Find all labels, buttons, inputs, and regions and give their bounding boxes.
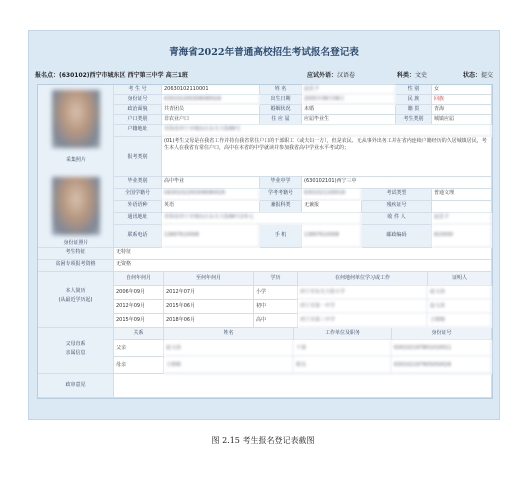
gender-value: 女 — [432, 85, 492, 95]
signup-site — [35, 70, 188, 79]
resume-cell: 2012年07月 — [164, 286, 254, 300]
exam-no-label: 考 生 号 — [114, 85, 162, 95]
both-subject-value: 无兼报 — [302, 201, 362, 213]
hukou-type-label: 户口类别 — [114, 115, 162, 125]
marriage-label: 婚姻状况 — [260, 105, 302, 115]
residence-label: 住 应 届 — [260, 115, 302, 125]
resume-cell: 2015年09月 — [114, 314, 164, 328]
resume-cell: 王晓梅 — [428, 314, 492, 328]
family-label: 父母直系 亲属信息 — [38, 328, 114, 374]
ethnic-value: 回族 — [432, 95, 492, 105]
exam-status-no-value: 6301021100016 — [302, 189, 362, 201]
resume-cell: 2012年09月 — [114, 300, 164, 314]
gender-label: 性 别 — [396, 85, 432, 95]
resume-header-cell: 学历 — [254, 272, 298, 286]
mail-address-value: 青海省西宁市城东区东关大街88号2单元 — [162, 213, 362, 225]
resume-header-cell: 自何年何月 — [114, 272, 164, 286]
resume-cell: 2015年06月 — [164, 300, 254, 314]
resume-header-cell: 至何年何月 — [164, 272, 254, 286]
mobile-label: 手 机 — [260, 225, 302, 248]
poverty-value: 无资格 — [114, 260, 492, 272]
recipient-label: 收 件 人 — [362, 213, 432, 225]
id-no-value: 630102200308080026 — [162, 95, 260, 105]
family-cell: 630102197905050026 — [392, 357, 492, 374]
politics-review-value — [114, 374, 492, 398]
marriage-value: 未婚 — [302, 105, 396, 115]
family-header-cell: 工作单位及职务 — [294, 328, 392, 340]
phone-value: 13897610008 — [162, 225, 260, 248]
capture-photo-caption: 采集照片 — [65, 157, 86, 163]
id-card-photo-caption: 身份证照片 — [63, 240, 89, 246]
family-cell: 职员 — [294, 357, 392, 374]
capture-photo — [52, 90, 100, 148]
hukou-address-label: 户籍地址 — [114, 125, 162, 137]
signup-category-value: (01)考生父母是在我省工作并持有我省常住户口的干部职工（或夫妇一方），但是农民、无从事外出务工并在省内连续户籍经历的久居城镇居民，考生本人在我省有常住户口，高中在本省的中学就读并参加我省高中学业水平考试的； — [162, 137, 492, 177]
id-card-photo — [52, 177, 100, 235]
resume-cell: 高中 — [254, 314, 298, 328]
exam-language — [307, 70, 355, 79]
family-cell: 赵文涛 — [164, 340, 294, 357]
registration-panel — [28, 30, 500, 420]
residence-value: 应届毕业生 — [302, 115, 396, 125]
family-header-cell: 关系 — [114, 328, 164, 340]
politics-review-label: 政审意见 — [38, 374, 114, 398]
phone-label: 联系电话 — [114, 225, 162, 248]
candidate-type-value: 城镇应届 — [432, 115, 492, 125]
native-place-label: 籍 贯 — [396, 105, 432, 115]
foreign-language-value: 英语 — [162, 201, 260, 213]
exam-status-no-label: 学考考籍号 — [260, 189, 302, 201]
resume-cell: 西宁市第三中学 — [298, 314, 428, 328]
figure-caption: 图 2.15 考生报名登记表截图 — [211, 436, 315, 445]
ethnic-label: 民 族 — [396, 95, 432, 105]
political-value: 共青团员 — [162, 105, 260, 115]
graduation-type-label: 毕业类别 — [114, 177, 162, 189]
graduation-type-value: 高中毕业 — [162, 177, 260, 189]
candidate-type-label: 考生类别 — [396, 115, 432, 125]
family-cell: 父亲 — [114, 340, 164, 357]
exam-language-label: 应试外语： — [307, 72, 338, 79]
disability-label: 残疾证号 — [362, 201, 432, 213]
postcode-value: 810000 — [432, 225, 492, 248]
signup-site-label: 报名点： — [35, 72, 60, 79]
id-no-label: 身份证号 — [114, 95, 162, 105]
exam-type-value: 普通文理 — [432, 189, 492, 201]
form-status-value: 提交 — [480, 72, 493, 79]
family-cell: 母亲 — [114, 357, 164, 374]
native-place-value: 青海 — [432, 105, 492, 115]
disability-value — [432, 201, 492, 213]
foreign-language-label: 外语语种 — [114, 201, 162, 213]
hukou-address-value: 青海省西宁市城东区东关大街88号 — [162, 125, 492, 137]
family-cell: 630102197801010011 — [392, 340, 492, 357]
traits-value: 无特征 — [114, 248, 492, 260]
family-cell: 王晓梅 — [164, 357, 294, 374]
family-header-cell: 身份证号 — [392, 328, 492, 340]
exam-type-label: 考试类型 — [362, 189, 432, 201]
hukou-type-value: 非农业户口 — [162, 115, 260, 125]
signup-category-label: 报考类别 — [114, 137, 162, 177]
mail-address-label: 通讯地址 — [114, 213, 162, 225]
signup-site-value: (630102)西宁市城东区 西宁第三中学 高三1班 — [59, 72, 188, 79]
subject-category-label: 科类： — [397, 72, 416, 79]
birth-date-label: 出生日期 — [260, 95, 302, 105]
resume-cell: 2018年06月 — [164, 314, 254, 328]
name-label: 姓 名 — [260, 85, 302, 95]
resume-header-cell: 证明人 — [428, 272, 492, 286]
both-subject-label: 兼报科类 — [260, 201, 302, 213]
birth-date-value: 2005年08月08日 — [302, 95, 396, 105]
recipient-value: 赵思予 — [432, 213, 492, 225]
resume-cell: 小学 — [254, 286, 298, 300]
traits-label: 考生特征 — [38, 248, 114, 260]
family-header-cell: 姓名 — [164, 328, 294, 340]
political-label: 政治面貌 — [114, 105, 162, 115]
resume-cell: 赵文涛 — [428, 286, 492, 300]
resume-cell: 西宁市东关大街小学 — [298, 286, 428, 300]
subject-category-value: 文史 — [415, 72, 428, 79]
graduation-school-label: 毕业中学 — [260, 177, 302, 189]
resume-cell: 赵文涛 — [428, 300, 492, 314]
national-reg-value: G630102200308080026 — [162, 189, 260, 201]
mobile-value: 13897610008 — [302, 225, 362, 248]
poverty-label: 贫困专项报考资格 — [38, 260, 114, 272]
resume-cell: 西宁市第一中学 — [298, 300, 428, 314]
resume-label: 本人简历 (从最近学历起) — [38, 272, 114, 328]
family-cell: 干部 — [294, 340, 392, 357]
resume-cell: 初中 — [254, 300, 298, 314]
postcode-label: 邮政编码 — [362, 225, 432, 248]
graduation-school-value: (630102101)西宁三中 — [302, 177, 492, 189]
exam-no-value: 20630102110001 — [162, 85, 260, 95]
exam-language-value: 汉语卷 — [337, 72, 356, 79]
resume-header-cell: 在何地何单位学习或工作 — [298, 272, 428, 286]
form-status-label: 状态： — [462, 72, 481, 79]
form-status — [463, 70, 493, 79]
resume-cell: 2006年09月 — [114, 286, 164, 300]
registration-form — [37, 84, 493, 399]
subject-category — [397, 70, 427, 79]
name-value: 赵思予 — [302, 85, 396, 95]
registration-info-row — [35, 70, 493, 81]
national-reg-label: 全国学籍号 — [114, 189, 162, 201]
page-title: 青海省2022年普通高校招生考试报名登记表 — [169, 47, 359, 58]
